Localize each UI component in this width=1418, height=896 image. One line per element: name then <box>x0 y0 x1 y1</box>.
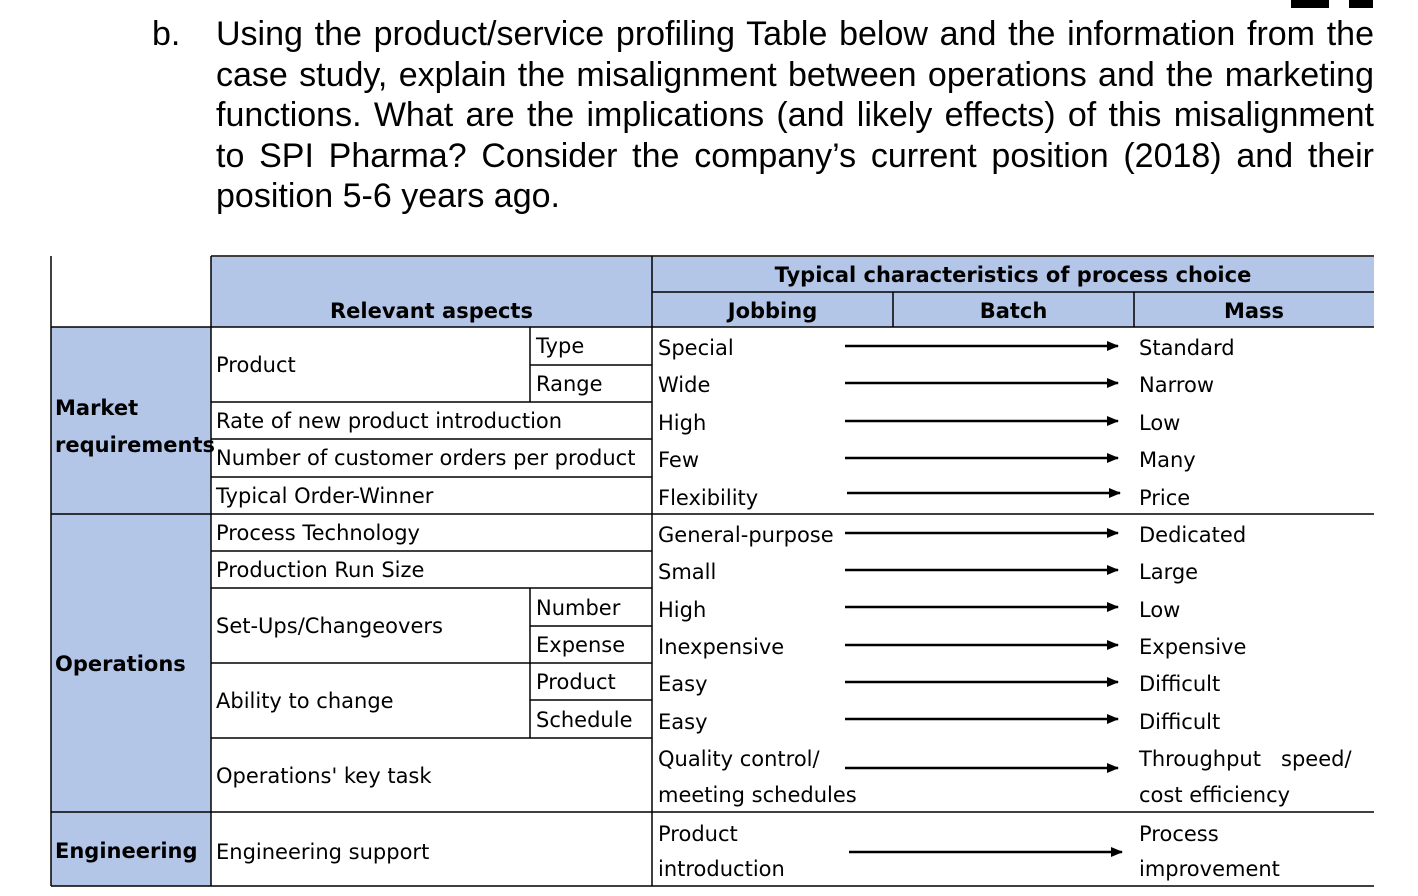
jobbing-value: High <box>658 598 707 622</box>
mass-value: Process <box>1139 822 1219 846</box>
question-label: b. <box>152 15 181 53</box>
mass-value: cost efficiency <box>1139 783 1291 807</box>
jobbing-value: Flexibility <box>658 486 759 510</box>
aspect-engineering-support: Engineering support <box>216 840 430 864</box>
group-market-requirements: Market requirements <box>55 396 215 457</box>
header-mass: Mass <box>1223 299 1285 323</box>
mass-value: Low <box>1139 411 1181 435</box>
header-typical-characteristics: Typical characteristics of process choice <box>774 263 1252 287</box>
mass-value: Difficult <box>1139 672 1221 696</box>
jobbing-value: Quality control/ <box>658 747 820 771</box>
group-engineering: Engineering <box>55 839 198 863</box>
aspect-range: Range <box>536 372 603 396</box>
mass-value: Narrow <box>1139 373 1215 397</box>
header-jobbing: Jobbing <box>727 299 818 323</box>
jobbing-value: Special <box>658 336 734 360</box>
jobbing-value: Inexpensive <box>658 635 785 659</box>
group-operations: Operations <box>55 652 186 676</box>
aspect-number: Number <box>536 596 621 620</box>
aspect-process-technology: Process Technology <box>216 521 420 545</box>
jobbing-value: Product <box>658 822 738 846</box>
mass-value: Price <box>1139 486 1191 510</box>
question-text: Using the product/service profiling Table below and the information from the case study, explain the misalignment between operations and the marketing functions. What are the implications (and likely effects) of this misalignment to SPI Pharma? Consider the company’s current position (2018) and their position 5-6 years ago. <box>216 15 1374 215</box>
aspect-ability-to-change: Ability to change <box>216 689 394 713</box>
jobbing-value: introduction <box>658 857 785 881</box>
aspect-orders-per-product: Number of customer orders per product <box>216 446 636 470</box>
jobbing-value: meeting schedules <box>658 783 857 807</box>
mass-value: Standard <box>1139 336 1235 360</box>
aspect-product-sub: Product <box>536 670 616 694</box>
aspect-type: Type <box>536 334 585 358</box>
aspect-key-task: Operations' key task <box>216 764 432 788</box>
mass-value: Many <box>1139 448 1196 472</box>
mass-value: Expensive <box>1139 635 1247 659</box>
aspect-expense: Expense <box>536 633 626 657</box>
aspect-schedule: Schedule <box>536 708 633 732</box>
jobbing-value: Wide <box>658 373 711 397</box>
aspect-setups: Set-Ups/Changeovers <box>216 614 443 638</box>
mass-value: Dedicated <box>1139 523 1247 547</box>
header-batch: Batch <box>979 299 1048 323</box>
jobbing-value: Easy <box>658 672 708 696</box>
jobbing-value: High <box>658 411 707 435</box>
mass-value: Difficult <box>1139 710 1221 734</box>
jobbing-value: Small <box>658 560 717 584</box>
aspect-product: Product <box>216 353 296 377</box>
mass-value: Large <box>1139 560 1199 584</box>
jobbing-value: Easy <box>658 710 708 734</box>
mass-value: Low <box>1139 598 1181 622</box>
mass-value: Throughput speed/ <box>1139 747 1352 771</box>
aspect-order-winner: Typical Order-Winner <box>216 484 434 508</box>
aspect-rate-new-product: Rate of new product introduction <box>216 409 563 433</box>
mass-value: improvement <box>1139 857 1280 881</box>
jobbing-value: General-purpose <box>658 523 834 547</box>
aspect-run-size: Production Run Size <box>216 558 425 582</box>
header-relevant-aspects: Relevant aspects <box>330 299 533 323</box>
jobbing-value: Few <box>658 448 700 472</box>
